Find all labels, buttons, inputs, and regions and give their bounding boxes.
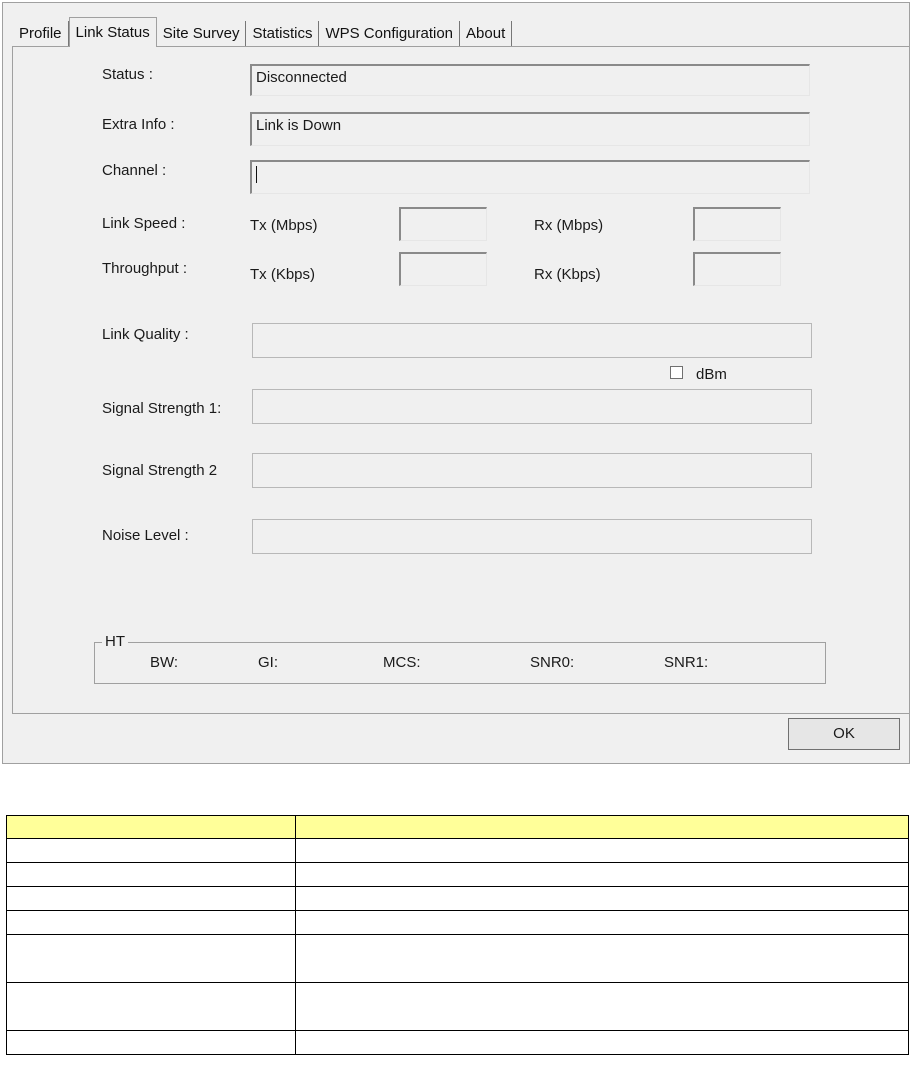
- ht-groupbox: [94, 642, 826, 684]
- link-quality-label: Link Quality :: [102, 326, 189, 343]
- link-speed-rx-label: Rx (Mbps): [534, 217, 604, 234]
- table-cell: [7, 887, 296, 911]
- noise-level-label: Noise Level :: [102, 527, 189, 544]
- table-row: [7, 935, 909, 983]
- text-caret: [256, 166, 257, 183]
- noise-level-bar: [252, 519, 812, 554]
- table-cell: [296, 1031, 909, 1055]
- ok-button[interactable]: OK: [788, 718, 900, 750]
- table-cell: [296, 983, 909, 1031]
- extra-info-value: Link is Down: [256, 117, 342, 134]
- table-row: [7, 839, 909, 863]
- link-speed-tx-label: Tx (Mbps): [250, 217, 318, 234]
- signal-strength-2-bar: [252, 453, 812, 488]
- ht-bw-label: BW:: [150, 654, 179, 671]
- table-cell: [7, 839, 296, 863]
- table-cell: [7, 911, 296, 935]
- dbm-checkbox[interactable]: [670, 366, 683, 379]
- status-value: Disconnected: [256, 69, 347, 86]
- table-header-cell: [296, 816, 909, 839]
- tab-strip: [13, 17, 512, 47]
- table-cell: [7, 863, 296, 887]
- table-row: [7, 887, 909, 911]
- table-cell: [7, 1031, 296, 1055]
- channel-field[interactable]: [250, 160, 810, 194]
- throughput-tx-label: Tx (Kbps): [250, 266, 316, 283]
- link-quality-bar: [252, 323, 812, 358]
- table-cell: [7, 935, 296, 983]
- throughput-rx-label: Rx (Kbps): [534, 266, 601, 283]
- status-field: [250, 64, 810, 96]
- extra-info-label: Extra Info :: [102, 116, 175, 133]
- tab-wps-configuration[interactable]: WPS Configuration: [319, 21, 460, 47]
- status-label: Status :: [102, 66, 153, 83]
- channel-label: Channel :: [102, 162, 167, 179]
- table-row: [7, 983, 909, 1031]
- tab-panel: [12, 46, 910, 714]
- tab-about[interactable]: About: [460, 21, 512, 47]
- dbm-label: dBm: [696, 366, 727, 383]
- extra-info-field: [250, 112, 810, 146]
- table-cell: [296, 887, 909, 911]
- table-cell: [296, 839, 909, 863]
- throughput-rx-field: [693, 252, 781, 286]
- tab-link-status[interactable]: Link Status: [69, 17, 157, 47]
- table-cell: [296, 911, 909, 935]
- signal-strength-2-label: Signal Strength 2: [102, 462, 218, 479]
- signal-strength-1-label: Signal Strength 1:: [102, 400, 222, 417]
- signal-strength-1-bar: [252, 389, 812, 424]
- ht-gi-label: GI:: [258, 654, 279, 671]
- link-speed-tx-field: [399, 207, 487, 241]
- table-cell: [296, 863, 909, 887]
- link-speed-rx-field: [693, 207, 781, 241]
- table-header-cell: [7, 816, 296, 839]
- table-row: [7, 1031, 909, 1055]
- throughput-label: Throughput :: [102, 260, 188, 277]
- table-header-row: [7, 816, 909, 839]
- throughput-tx-field: [399, 252, 487, 286]
- ht-group-title: HT: [102, 633, 128, 650]
- table-cell: [7, 983, 296, 1031]
- ht-mcs-label: MCS:: [383, 654, 421, 671]
- description-table: [6, 815, 909, 1055]
- table-row: [7, 911, 909, 935]
- tab-statistics[interactable]: Statistics: [246, 21, 319, 47]
- ht-snr1-label: SNR1:: [664, 654, 709, 671]
- ht-snr0-label: SNR0:: [530, 654, 575, 671]
- table-row: [7, 863, 909, 887]
- table-cell: [296, 935, 909, 983]
- tab-profile[interactable]: Profile: [13, 21, 69, 47]
- tab-site-survey[interactable]: Site Survey: [157, 21, 247, 47]
- link-speed-label: Link Speed :: [102, 215, 186, 232]
